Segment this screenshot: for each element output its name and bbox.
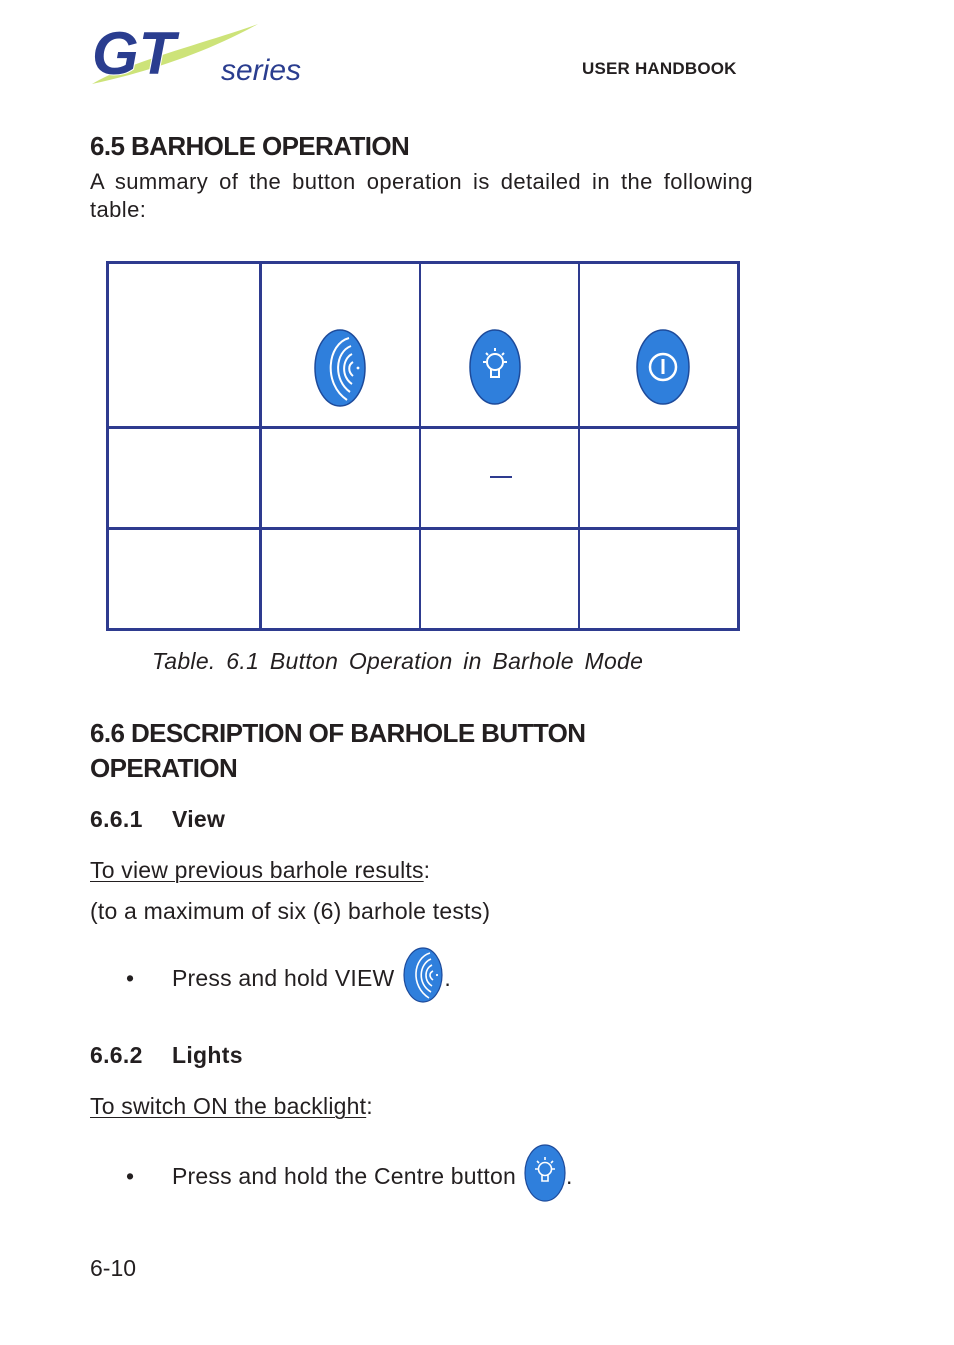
table-dash-mark [490, 476, 512, 478]
lights-step-bullet [90, 1143, 573, 1209]
lights-lead-colon: : [366, 1093, 373, 1119]
section-6-5-heading: 6.5 BARHOLE OPERATION [90, 131, 410, 161]
section-6-6-heading: 6.6 DESCRIPTION OF BARHOLE BUTTON OPERATION [90, 718, 586, 783]
gt-series-logo [88, 22, 320, 88]
light-icon [469, 328, 521, 411]
power-icon [636, 329, 690, 410]
view-note: (to a maximum of six (6) barhole tests) [90, 898, 491, 924]
light-icon [524, 1143, 566, 1209]
subsection-number: 6.6.2 [90, 1042, 143, 1068]
table-row-divider [109, 426, 737, 429]
view-step-bullet [90, 946, 451, 1010]
view-step-period: . [444, 964, 451, 991]
button-operation-table [106, 261, 740, 631]
table-column-divider [419, 264, 421, 628]
logo-gt-text: GT [92, 22, 176, 87]
view-lead-line [90, 857, 430, 884]
view-lead-text: To view previous barhole results [90, 857, 424, 883]
page-number: 6-10 [90, 1255, 137, 1281]
table-column-divider [578, 264, 580, 628]
subsection-title: Lights [172, 1042, 243, 1068]
section-6-5-intro: A summary of the button operation is detailed in the following table: [90, 169, 753, 222]
subsection-6-6-2-heading [90, 1042, 243, 1069]
document-label: USER HANDBOOK [582, 59, 737, 78]
subsection-number: 6.6.1 [90, 806, 143, 832]
lights-lead-line [90, 1093, 373, 1120]
subsection-6-6-1-heading [90, 806, 225, 833]
table-row-divider [109, 527, 737, 530]
logo-series-text: series [221, 54, 302, 87]
view-lead-colon: : [423, 857, 431, 883]
lights-lead-text: To switch ON the backlight [90, 1093, 367, 1119]
view-step-text: Press and hold VIEW [172, 964, 395, 991]
lights-step-period: . [565, 1162, 573, 1189]
lights-step-text: Press and hold the Centre button [172, 1162, 516, 1189]
view-icon [313, 328, 367, 413]
subsection-title: View [172, 806, 226, 832]
view-icon [402, 946, 444, 1010]
table-column-divider [259, 264, 262, 628]
bullet-dot: • [126, 964, 135, 991]
bullet-dot: • [126, 1162, 135, 1189]
table-caption: Table. 6.1 Button Operation in Barhole Mode [152, 648, 644, 674]
